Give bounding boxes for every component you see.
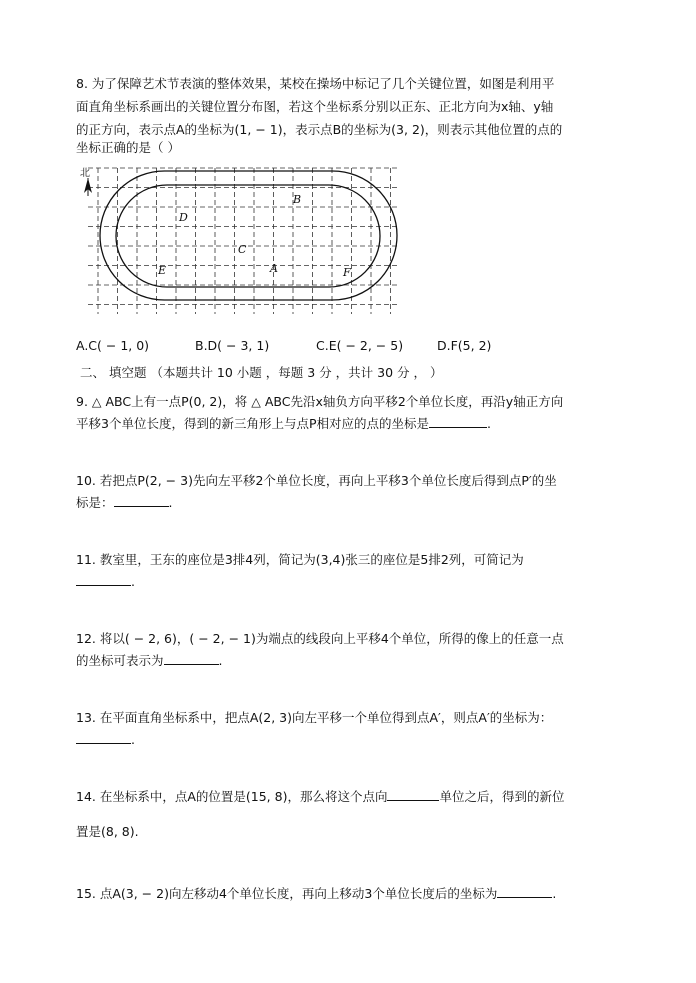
q11-text-line-1: 11. 教室里，王东的座位是3排4列，简记为(3,4)张三的座位是5排2列，可简记为 xyxy=(76,552,524,567)
q10-answer-blank xyxy=(114,493,169,507)
q12-text-line-1: 12. 将以( − 2, 6)，( − 2, − 1)为端点的线段向上平移4个单位，所得的像上的任意一点 xyxy=(76,631,564,646)
q14-answer-blank xyxy=(387,787,439,801)
grid xyxy=(88,168,400,314)
q12-end: . xyxy=(218,653,223,668)
q15-text: 15. 点A(3, − 2)向左移动4个单位长度，再向上移动3个单位长度后的坐标为 xyxy=(76,886,498,901)
q8-text-line-4: 坐标正确的是（ ） xyxy=(76,140,180,155)
q14-text-line-1 xyxy=(76,787,564,807)
q9-end: . xyxy=(487,416,491,431)
q15-answer-blank xyxy=(497,884,552,898)
q14-text-a: 14. 在坐标系中，点A的位置是(15, 8)，那么将这个点向 xyxy=(76,789,388,804)
q9-text-line-2 xyxy=(76,414,491,434)
q8-option-b: B.D( − 3, 1) xyxy=(195,338,270,353)
q14-text-line-2: 置是(8, 8). xyxy=(76,824,139,839)
point-label-d: D xyxy=(179,211,188,224)
q11-end: . xyxy=(131,574,135,589)
q10-text: 标是： xyxy=(76,495,114,510)
q10-end: . xyxy=(168,495,173,510)
q8-option-d: D.F(5, 2) xyxy=(437,338,492,353)
q10-text-line-1: 10. 若把点P(2, − 3)先向左平移2个单位长度，再向上平移3个单位长度后得到点P′的坐 xyxy=(76,473,557,488)
q9-answer-blank xyxy=(429,414,487,428)
q15-end: . xyxy=(552,886,557,901)
q14-text-b: 单位之后，得到的新位 xyxy=(439,789,565,804)
point-label-b: B xyxy=(293,193,302,206)
q15-text-line-1 xyxy=(76,884,556,904)
track-inner xyxy=(116,185,380,287)
q8-text-line-2: 面直角坐标系画出的关键位置分布图，若这个坐标系分别以正东、正北方向为x轴、y轴 xyxy=(76,99,554,114)
north-arrow-icon xyxy=(84,178,92,196)
q13-end: . xyxy=(131,732,135,747)
q12-text-line-2 xyxy=(76,651,223,671)
q11-text-line-2 xyxy=(76,572,135,592)
section-heading: 二、 填空题 （本题共计 10 小题 ，每题 3 分 ，共计 30 分 ， ） xyxy=(80,365,443,380)
q13-answer-blank xyxy=(76,730,131,744)
point-label-f: F xyxy=(343,266,351,279)
q13-text-line-2 xyxy=(76,730,135,750)
q8-track-figure xyxy=(78,163,404,319)
q8-text-line-1: 8. 为了保障艺术节表演的整体效果，某校在操场中标记了几个关键位置，如图是利用平 xyxy=(76,76,555,91)
q12-text: 的坐标可表示为 xyxy=(76,653,164,668)
q12-answer-blank xyxy=(164,651,219,665)
q13-text-line-1: 13. 在平面直角坐标系中，把点A(2, 3)向左平移一个单位得到点A′，则点A′的坐标为： xyxy=(76,710,553,725)
q10-text-line-2 xyxy=(76,493,173,513)
q9-text: 平移3个单位长度，得到的新三角形上与点P相对应的点的坐标是 xyxy=(76,416,429,431)
q8-option-a: A.C( − 1, 0) xyxy=(76,338,150,353)
q9-text-line-1: 9. △ ABC上有一点P(0, 2)，将 △ ABC先沿x轴负方向平移2个单位长度，再沿y轴正方向 xyxy=(76,394,564,409)
q11-answer-blank xyxy=(76,572,131,586)
point-label-a: A xyxy=(270,262,278,275)
point-label-e: E xyxy=(158,264,167,277)
north-label: 北 xyxy=(80,168,90,179)
q8-option-c: C.E( − 2, − 5) xyxy=(316,338,404,353)
point-label-c: C xyxy=(238,243,247,256)
q8-text-line-3: 的正方向，表示点A的坐标为(1, − 1)，表示点B的坐标为(3, 2)，则表示其他位置的点的 xyxy=(76,122,563,137)
